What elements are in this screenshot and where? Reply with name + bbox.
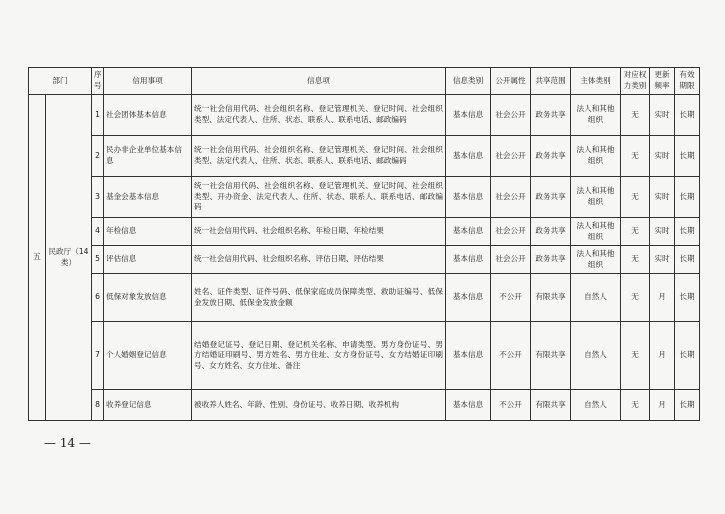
- row-category: 基本信息: [446, 322, 491, 390]
- row-valid: 长期: [675, 136, 700, 177]
- row-freq: 月: [650, 274, 675, 322]
- row-public: 社会公开: [491, 246, 531, 274]
- table-row: [29, 390, 700, 421]
- row-subject: 法人和其他组织: [571, 246, 621, 274]
- row-info: 结婚登记证号、登记日期、登记机关名称、申请类型、男方身份证号、男方结婚证印刷号、男方姓名、男方住址、女方身份证号、女方结婚证印刷号、女方姓名、女方住址、备注: [192, 322, 446, 390]
- row-subject: 法人和其他组织: [571, 218, 621, 246]
- row-seq: 8: [92, 390, 104, 421]
- header-public: 公开属性: [491, 68, 531, 95]
- row-public: 不公开: [491, 390, 531, 421]
- row-category: 基本信息: [446, 177, 491, 218]
- row-seq: 6: [92, 274, 104, 322]
- credit-info-catalog-table: [28, 67, 700, 421]
- header-freq: 更新频率: [650, 68, 675, 95]
- row-item: 年检信息: [104, 218, 192, 246]
- row-item: 个人婚姻登记信息: [104, 322, 192, 390]
- header-seq: 序号: [92, 68, 104, 95]
- row-subject: 自然人: [571, 322, 621, 390]
- row-rights: 无: [621, 246, 650, 274]
- header-share: 共享范围: [531, 68, 571, 95]
- table-header-row: [29, 68, 700, 95]
- header-valid: 有效期限: [675, 68, 700, 95]
- row-info: 统一社会信用代码、社会组织名称、登记管理机关、登记时间、社会组织类型、开办资金、法定代表人、住所、状态、联系人、联系电话、邮政编码: [192, 177, 446, 218]
- row-category: 基本信息: [446, 136, 491, 177]
- table-row: [29, 177, 700, 218]
- row-freq: 月: [650, 390, 675, 421]
- row-seq: 4: [92, 218, 104, 246]
- row-item: 基金会基本信息: [104, 177, 192, 218]
- row-rights: 无: [621, 177, 650, 218]
- header-subject: 主体类别: [571, 68, 621, 95]
- row-public: 社会公开: [491, 136, 531, 177]
- row-item: 社会团体基本信息: [104, 95, 192, 136]
- row-rights: 无: [621, 95, 650, 136]
- row-info: 被收养人姓名、年龄、性别、身份证号、收养日期、收养机构: [192, 390, 446, 421]
- row-subject: 法人和其他组织: [571, 136, 621, 177]
- row-valid: 长期: [675, 322, 700, 390]
- table-row: [29, 218, 700, 246]
- row-public: 社会公开: [491, 95, 531, 136]
- row-subject: 自然人: [571, 274, 621, 322]
- row-item: 评估信息: [104, 246, 192, 274]
- row-freq: 实时: [650, 177, 675, 218]
- row-subject: 法人和其他组织: [571, 177, 621, 218]
- row-info: 统一社会信用代码、社会组织名称、登记管理机关、登记时间、社会组织类型、法定代表人、住所、状态、联系人、联系电话、邮政编码: [192, 136, 446, 177]
- row-share: 政务共享: [531, 246, 571, 274]
- row-valid: 长期: [675, 95, 700, 136]
- page-number: — 14 —: [44, 436, 91, 450]
- row-share: 政务共享: [531, 136, 571, 177]
- header-rights: 对应权力类别: [621, 68, 650, 95]
- row-valid: 长期: [675, 218, 700, 246]
- group-dept: 民政厅（14类）: [46, 95, 92, 421]
- header-info: 信息项: [192, 68, 446, 95]
- header-category: 信息类别: [446, 68, 491, 95]
- row-category: 基本信息: [446, 274, 491, 322]
- row-share: 政务共享: [531, 95, 571, 136]
- row-subject: 自然人: [571, 390, 621, 421]
- row-rights: 无: [621, 322, 650, 390]
- row-share: 政务共享: [531, 177, 571, 218]
- header-item: 信用事项: [104, 68, 192, 95]
- header-dept: 部门: [29, 68, 92, 95]
- row-share: 有限共享: [531, 274, 571, 322]
- row-info: 统一社会信用代码、社会组织名称、评估日期、评估结果: [192, 246, 446, 274]
- row-category: 基本信息: [446, 95, 491, 136]
- row-share: 有限共享: [531, 390, 571, 421]
- row-public: 社会公开: [491, 177, 531, 218]
- row-item: 低保对象发放信息: [104, 274, 192, 322]
- row-freq: 月: [650, 322, 675, 390]
- table-row: [29, 95, 700, 136]
- row-seq: 5: [92, 246, 104, 274]
- row-category: 基本信息: [446, 218, 491, 246]
- row-freq: 实时: [650, 95, 675, 136]
- row-rights: 无: [621, 136, 650, 177]
- table-row: [29, 136, 700, 177]
- row-info: 统一社会信用代码、社会组织名称、年检日期、年检结果: [192, 218, 446, 246]
- row-seq: 1: [92, 95, 104, 136]
- row-valid: 长期: [675, 274, 700, 322]
- row-share: 政务共享: [531, 218, 571, 246]
- row-category: 基本信息: [446, 390, 491, 421]
- row-rights: 无: [621, 218, 650, 246]
- row-seq: 2: [92, 136, 104, 177]
- row-freq: 实时: [650, 136, 675, 177]
- row-valid: 长期: [675, 390, 700, 421]
- group-number: 五: [29, 95, 46, 421]
- row-seq: 7: [92, 322, 104, 390]
- row-item: 民办非企业单位基本信息: [104, 136, 192, 177]
- row-freq: 实时: [650, 218, 675, 246]
- row-subject: 法人和其他组织: [571, 95, 621, 136]
- table-row: [29, 322, 700, 390]
- row-rights: 无: [621, 390, 650, 421]
- row-public: 不公开: [491, 322, 531, 390]
- row-category: 基本信息: [446, 246, 491, 274]
- row-public: 不公开: [491, 274, 531, 322]
- row-info: 统一社会信用代码、社会组织名称、登记管理机关、登记时间、社会组织类型、法定代表人、住所、状态、联系人、联系电话、邮政编码: [192, 95, 446, 136]
- row-valid: 长期: [675, 177, 700, 218]
- row-freq: 实时: [650, 246, 675, 274]
- row-share: 有限共享: [531, 322, 571, 390]
- row-public: 社会公开: [491, 218, 531, 246]
- row-info: 姓名、证件类型、证件号码、低保家庭成员保障类型、救助证编号、低保金发放日期、低保金发放金额: [192, 274, 446, 322]
- row-seq: 3: [92, 177, 104, 218]
- table-row: [29, 246, 700, 274]
- table-row: [29, 274, 700, 322]
- row-item: 收养登记信息: [104, 390, 192, 421]
- row-rights: 无: [621, 274, 650, 322]
- row-valid: 长期: [675, 246, 700, 274]
